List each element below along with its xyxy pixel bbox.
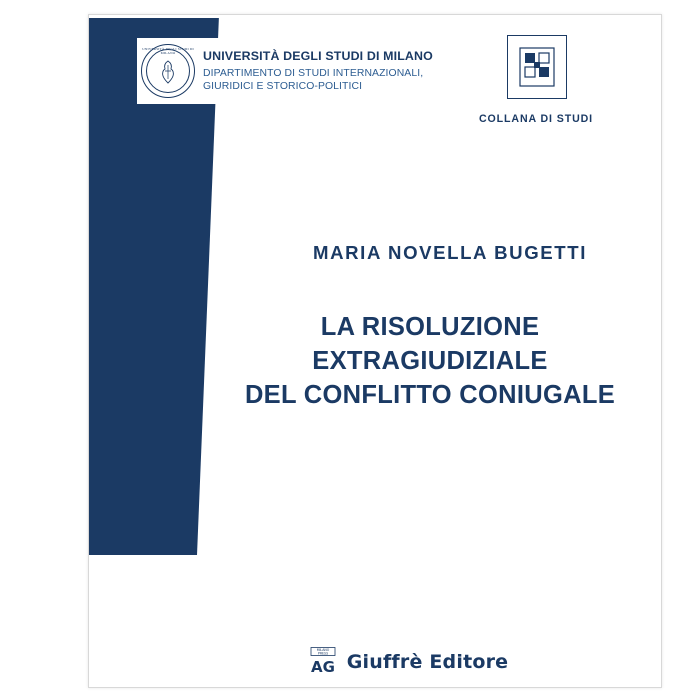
book-cover xyxy=(88,14,662,688)
university-name-block xyxy=(203,49,433,94)
title-line-3: DEL CONFLITTO CONIUGALE xyxy=(244,380,616,409)
series-label: COLLANA DI STUDI xyxy=(478,113,594,125)
giuffre-logo-mark xyxy=(306,647,340,677)
title-line-1: LA RISOLUZIONE xyxy=(320,313,540,341)
series-emblem-icon xyxy=(517,45,557,89)
svg-text:PRESS: PRESS xyxy=(317,651,328,656)
publisher-block xyxy=(257,647,557,677)
cover-top-margin xyxy=(89,15,661,18)
university-header xyxy=(137,38,481,104)
department-line-2: GIURIDICI E STORICO-POLITICI xyxy=(203,81,363,93)
seal-emblem-icon xyxy=(157,59,179,85)
university-seal-icon xyxy=(141,44,195,98)
title-line-2: EXTRAGIUDIZIALE xyxy=(312,346,548,375)
author-name: MARIA NOVELLA BUGETTI xyxy=(313,242,587,263)
giuffre-logo-icon xyxy=(306,647,340,677)
university-name: UNIVERSITÀ DEGLI STUDI DI MILANO xyxy=(203,48,433,63)
department-name xyxy=(203,67,433,93)
department-line-1: DIPARTIMENTO DI STUDI INTERNAZIONALI, xyxy=(203,68,424,80)
publisher-name: Giuffrè Editore xyxy=(346,651,509,673)
book-title xyxy=(215,311,645,413)
svg-text:MILANO: MILANO xyxy=(316,648,330,653)
series-emblem-frame xyxy=(507,35,567,99)
svg-text:AG: AG xyxy=(310,658,335,676)
seal-ring-text: UNIVERSITÀ DEGLI STUDI DI MILANO xyxy=(142,47,194,55)
